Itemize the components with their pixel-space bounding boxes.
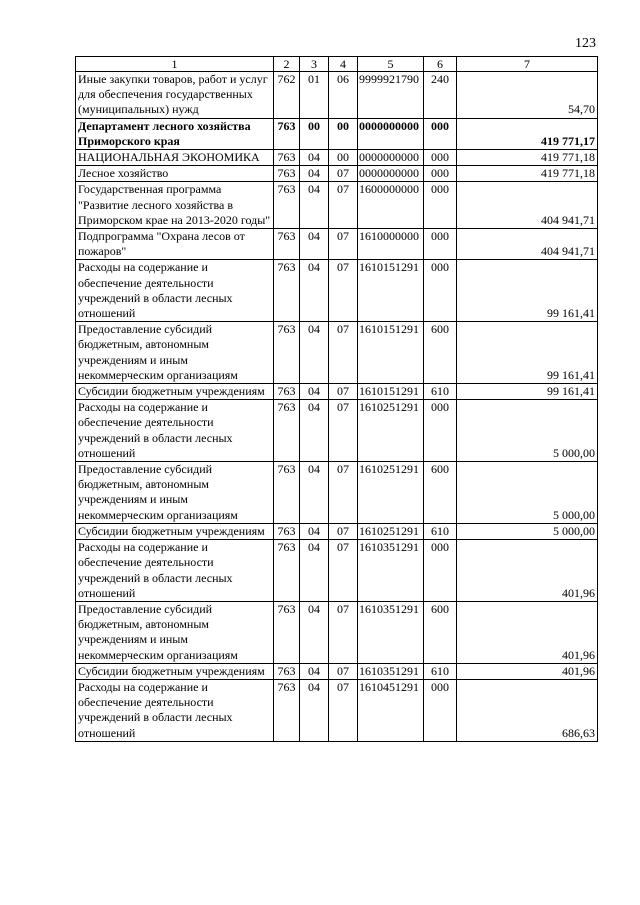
amount-cell: 99 161,41 xyxy=(457,384,598,400)
section-code-cell: 04 xyxy=(300,663,329,679)
table-row xyxy=(76,462,598,524)
subsection-code-cell: 07 xyxy=(329,166,358,182)
section-code-cell: 04 xyxy=(300,679,329,741)
subsection-code-cell: 07 xyxy=(329,462,358,524)
expense-type-cell: 000 xyxy=(424,118,457,149)
amount-cell: 686,63 xyxy=(457,679,598,741)
table-row xyxy=(76,384,598,400)
grbs-code-cell: 763 xyxy=(274,679,300,741)
item-name-cell: Расходы на содержание и обеспечение деятельности учреждений в области лесных отношений xyxy=(76,679,274,741)
amount-cell: 404 941,71 xyxy=(457,229,598,260)
amount-cell: 54,70 xyxy=(457,72,598,119)
item-name-cell: Субсидии бюджетным учреждениям xyxy=(76,663,274,679)
amount-cell: 99 161,41 xyxy=(457,322,598,384)
table-row xyxy=(76,150,598,166)
amount-cell: 5 000,00 xyxy=(457,400,598,462)
section-code-cell: 04 xyxy=(300,260,329,322)
subsection-code-cell: 06 xyxy=(329,72,358,119)
subsection-code-cell: 00 xyxy=(329,150,358,166)
amount-cell: 419 771,18 xyxy=(457,150,598,166)
section-code-cell: 00 xyxy=(300,118,329,149)
table-row xyxy=(76,540,598,602)
section-code-cell: 04 xyxy=(300,384,329,400)
expense-type-cell: 000 xyxy=(424,679,457,741)
header-cell: 7 xyxy=(457,57,598,72)
subsection-code-cell: 07 xyxy=(329,663,358,679)
target-article-cell: 1610251291 xyxy=(358,523,424,539)
grbs-code-cell: 763 xyxy=(274,182,300,229)
target-article-cell: 1610451291 xyxy=(358,679,424,741)
target-article-cell: 1610351291 xyxy=(358,601,424,663)
expense-type-cell: 600 xyxy=(424,601,457,663)
grbs-code-cell: 763 xyxy=(274,523,300,539)
target-article-cell: 0000000000 xyxy=(358,166,424,182)
subsection-code-cell: 00 xyxy=(329,118,358,149)
subsection-code-cell: 07 xyxy=(329,679,358,741)
section-code-cell: 04 xyxy=(300,462,329,524)
target-article-cell: 1610351291 xyxy=(358,540,424,602)
target-article-cell: 1610000000 xyxy=(358,229,424,260)
section-code-cell: 04 xyxy=(300,400,329,462)
header-cell: 2 xyxy=(274,57,300,72)
grbs-code-cell: 763 xyxy=(274,462,300,524)
expense-type-cell: 000 xyxy=(424,400,457,462)
section-code-cell: 01 xyxy=(300,72,329,119)
item-name-cell: Субсидии бюджетным учреждениям xyxy=(76,523,274,539)
grbs-code-cell: 762 xyxy=(274,72,300,119)
subsection-code-cell: 07 xyxy=(329,229,358,260)
expense-type-cell: 600 xyxy=(424,322,457,384)
subsection-code-cell: 07 xyxy=(329,400,358,462)
expense-type-cell: 000 xyxy=(424,150,457,166)
table-body xyxy=(76,72,598,742)
item-name-cell: Лесное хозяйство xyxy=(76,166,274,182)
subsection-code-cell: 07 xyxy=(329,384,358,400)
item-name-cell: Подпрограмма "Охрана лесов от пожаров" xyxy=(76,229,274,260)
expense-type-cell: 610 xyxy=(424,523,457,539)
section-code-cell: 04 xyxy=(300,523,329,539)
table-row xyxy=(76,229,598,260)
amount-cell: 401,96 xyxy=(457,663,598,679)
grbs-code-cell: 763 xyxy=(274,166,300,182)
table-row xyxy=(76,166,598,182)
section-code-cell: 04 xyxy=(300,601,329,663)
item-name-cell: Предоставление субсидий бюджетным, автономным учреждениям и иным некоммерческим организациям xyxy=(76,462,274,524)
table-row xyxy=(76,182,598,229)
target-article-cell: 1610151291 xyxy=(358,322,424,384)
target-article-cell: 1610251291 xyxy=(358,462,424,524)
subsection-code-cell: 07 xyxy=(329,540,358,602)
item-name-cell: НАЦИОНАЛЬНАЯ ЭКОНОМИКА xyxy=(76,150,274,166)
amount-cell: 5 000,00 xyxy=(457,462,598,524)
amount-cell: 419 771,18 xyxy=(457,166,598,182)
table-row xyxy=(76,523,598,539)
item-name-cell: Иные закупки товаров, работ и услуг для обеспечения государственных (муниципальных) нужд xyxy=(76,72,274,119)
grbs-code-cell: 763 xyxy=(274,229,300,260)
item-name-cell: Предоставление субсидий бюджетным, автономным учреждениям и иным некоммерческим организациям xyxy=(76,322,274,384)
amount-cell: 401,96 xyxy=(457,540,598,602)
section-code-cell: 04 xyxy=(300,229,329,260)
subsection-code-cell: 07 xyxy=(329,260,358,322)
item-name-cell: Государственная программа "Развитие лесного хозяйства в Приморском крае на 2013-2020 годы" xyxy=(76,182,274,229)
grbs-code-cell: 763 xyxy=(274,118,300,149)
page-number: 123 xyxy=(575,36,596,51)
target-article-cell: 0000000000 xyxy=(358,118,424,149)
grbs-code-cell: 763 xyxy=(274,601,300,663)
budget-table xyxy=(75,56,598,742)
target-article-cell: 0000000000 xyxy=(358,150,424,166)
header-cell: 1 xyxy=(76,57,274,72)
item-name-cell: Субсидии бюджетным учреждениям xyxy=(76,384,274,400)
grbs-code-cell: 763 xyxy=(274,384,300,400)
item-name-cell: Расходы на содержание и обеспечение деятельности учреждений в области лесных отношений xyxy=(76,260,274,322)
target-article-cell: 9999921790 xyxy=(358,72,424,119)
subsection-code-cell: 07 xyxy=(329,601,358,663)
target-article-cell: 1610351291 xyxy=(358,663,424,679)
table-row xyxy=(76,118,598,149)
expense-type-cell: 600 xyxy=(424,462,457,524)
section-code-cell: 04 xyxy=(300,150,329,166)
amount-cell: 99 161,41 xyxy=(457,260,598,322)
amount-cell: 419 771,17 xyxy=(457,118,598,149)
item-name-cell: Расходы на содержание и обеспечение деятельности учреждений в области лесных отношений xyxy=(76,400,274,462)
table-row xyxy=(76,400,598,462)
item-name-cell: Предоставление субсидий бюджетным, автономным учреждениям и иным некоммерческим организациям xyxy=(76,601,274,663)
header-cell: 5 xyxy=(358,57,424,72)
amount-cell: 404 941,71 xyxy=(457,182,598,229)
expense-type-cell: 240 xyxy=(424,72,457,119)
expense-type-cell: 000 xyxy=(424,166,457,182)
target-article-cell: 1610151291 xyxy=(358,384,424,400)
target-article-cell: 1610151291 xyxy=(358,260,424,322)
table-row xyxy=(76,322,598,384)
expense-type-cell: 000 xyxy=(424,229,457,260)
expense-type-cell: 000 xyxy=(424,540,457,602)
subsection-code-cell: 07 xyxy=(329,523,358,539)
table-row xyxy=(76,663,598,679)
header-cell: 3 xyxy=(300,57,329,72)
amount-cell: 401,96 xyxy=(457,601,598,663)
table-row xyxy=(76,679,598,741)
section-code-cell: 04 xyxy=(300,540,329,602)
header-cell: 6 xyxy=(424,57,457,72)
table-header-row xyxy=(76,57,598,72)
section-code-cell: 04 xyxy=(300,322,329,384)
table-row xyxy=(76,260,598,322)
expense-type-cell: 000 xyxy=(424,182,457,229)
target-article-cell: 1610251291 xyxy=(358,400,424,462)
item-name-cell: Департамент лесного хозяйства Приморского края xyxy=(76,118,274,149)
item-name-cell: Расходы на содержание и обеспечение деятельности учреждений в области лесных отношений xyxy=(76,540,274,602)
grbs-code-cell: 763 xyxy=(274,540,300,602)
expense-type-cell: 610 xyxy=(424,663,457,679)
grbs-code-cell: 763 xyxy=(274,150,300,166)
subsection-code-cell: 07 xyxy=(329,322,358,384)
expense-type-cell: 000 xyxy=(424,260,457,322)
table-row xyxy=(76,72,598,119)
expense-type-cell: 610 xyxy=(424,384,457,400)
section-code-cell: 04 xyxy=(300,166,329,182)
section-code-cell: 04 xyxy=(300,182,329,229)
target-article-cell: 1600000000 xyxy=(358,182,424,229)
grbs-code-cell: 763 xyxy=(274,663,300,679)
grbs-code-cell: 763 xyxy=(274,400,300,462)
amount-cell: 5 000,00 xyxy=(457,523,598,539)
subsection-code-cell: 07 xyxy=(329,182,358,229)
grbs-code-cell: 763 xyxy=(274,322,300,384)
header-cell: 4 xyxy=(329,57,358,72)
grbs-code-cell: 763 xyxy=(274,260,300,322)
table-row xyxy=(76,601,598,663)
